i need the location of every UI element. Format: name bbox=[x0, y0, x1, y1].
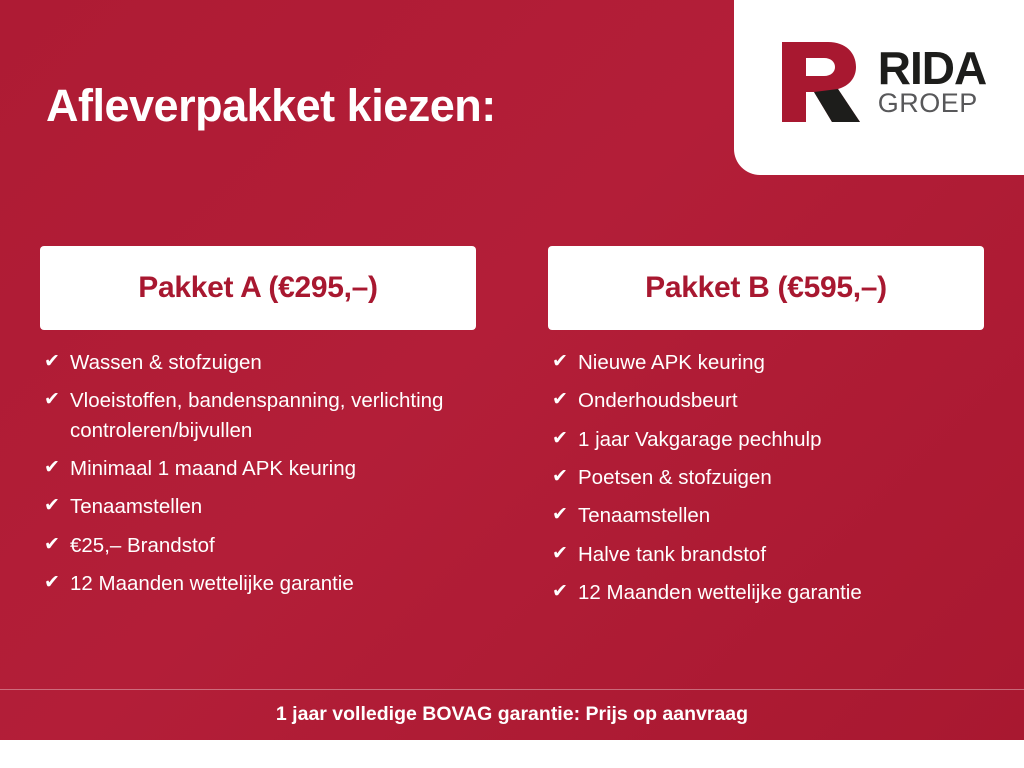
feature-text: Poetsen & stofzuigen bbox=[578, 465, 772, 489]
feature-text: Halve tank brandstof bbox=[578, 542, 767, 566]
page-title: Afleverpakket kiezen: bbox=[46, 80, 496, 131]
brand-wordmark bbox=[877, 41, 987, 119]
list-item bbox=[552, 425, 984, 454]
package-b-feature-list bbox=[548, 348, 984, 607]
brand-logo bbox=[772, 36, 986, 128]
packages-container bbox=[40, 246, 984, 616]
list-item bbox=[552, 578, 984, 607]
rida-r-monogram-icon bbox=[772, 36, 864, 128]
check-icon: ✔ bbox=[44, 456, 60, 478]
list-item bbox=[44, 531, 476, 560]
feature-text: 12 Maanden wettelijke garantie bbox=[70, 571, 354, 595]
feature-text: Onderhoudsbeurt bbox=[578, 389, 738, 413]
package-b-header bbox=[548, 246, 984, 330]
check-icon: ✔ bbox=[552, 504, 568, 526]
brand-name-top: RIDA bbox=[877, 41, 987, 94]
list-item bbox=[44, 386, 476, 445]
brand-logo-panel bbox=[734, 0, 1024, 175]
check-icon: ✔ bbox=[44, 495, 60, 517]
package-b bbox=[548, 246, 984, 616]
check-icon: ✔ bbox=[552, 427, 568, 449]
check-icon: ✔ bbox=[44, 389, 60, 411]
list-item bbox=[44, 348, 476, 377]
brand-name-bottom: GROEP bbox=[877, 88, 978, 119]
footer-divider bbox=[0, 689, 1024, 690]
check-icon: ✔ bbox=[44, 351, 60, 372]
footer-note: 1 jaar volledige BOVAG garantie: Prijs op aanvraag bbox=[275, 703, 749, 725]
check-icon: ✔ bbox=[552, 542, 568, 564]
package-a-title: Pakket A (€295,–) bbox=[138, 271, 378, 304]
feature-text: Nieuwe APK keuring bbox=[578, 351, 765, 374]
list-item bbox=[552, 386, 984, 415]
feature-text: Vloeistoffen, bandenspanning, verlichting controleren/bijvullen bbox=[70, 389, 444, 442]
feature-text: 12 Maanden wettelijke garantie bbox=[578, 580, 862, 604]
list-item bbox=[552, 501, 984, 530]
package-a bbox=[40, 246, 476, 616]
package-b-title: Pakket B (€595,–) bbox=[645, 271, 887, 304]
list-item bbox=[44, 454, 476, 483]
list-item bbox=[552, 540, 984, 569]
check-icon: ✔ bbox=[552, 389, 568, 411]
feature-text: Minimaal 1 maand APK keuring bbox=[70, 456, 357, 480]
feature-text: Tenaamstellen bbox=[578, 504, 711, 528]
check-icon: ✔ bbox=[552, 465, 568, 487]
package-a-header bbox=[40, 246, 476, 330]
list-item bbox=[44, 492, 476, 521]
check-icon: ✔ bbox=[44, 571, 60, 593]
check-icon: ✔ bbox=[44, 533, 60, 555]
package-a-feature-list bbox=[40, 348, 476, 598]
bottom-white-bar bbox=[0, 740, 1024, 768]
feature-text: Wassen & stofzuigen bbox=[70, 351, 262, 374]
check-icon: ✔ bbox=[552, 351, 568, 372]
list-item bbox=[552, 348, 984, 377]
list-item bbox=[552, 463, 984, 492]
feature-text: 1 jaar Vakgarage pechhulp bbox=[578, 427, 822, 451]
feature-text: Tenaamstellen bbox=[70, 495, 203, 519]
check-icon: ✔ bbox=[552, 580, 568, 602]
feature-text: €25,– Brandstof bbox=[70, 533, 215, 557]
list-item bbox=[44, 569, 476, 598]
